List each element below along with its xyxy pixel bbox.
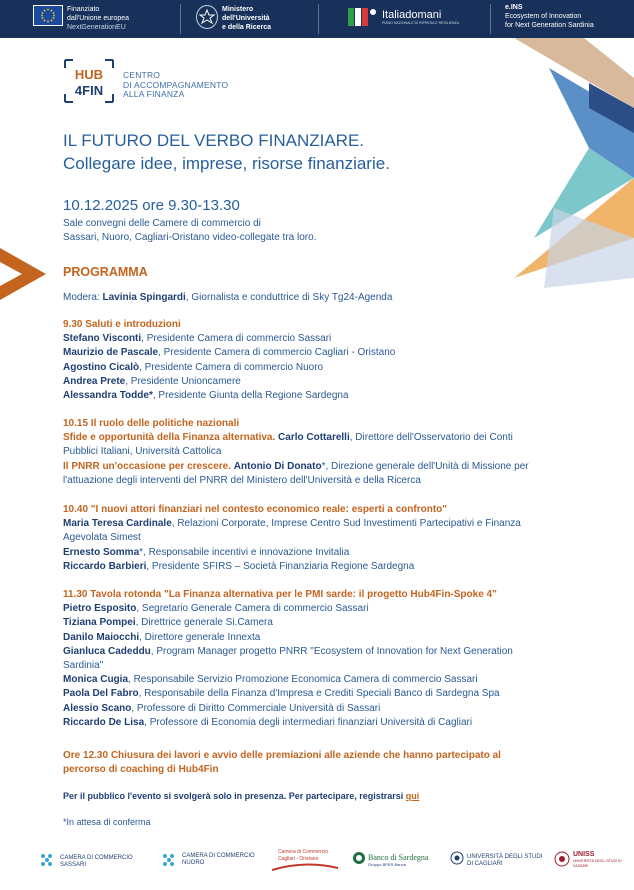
moderator-prefix: Modera: — [63, 292, 103, 303]
divider — [180, 4, 181, 34]
speaker-name: Gianluca Cadeddu — [63, 645, 151, 657]
program-heading: PROGRAMMA — [63, 265, 148, 279]
speaker-name: Paola Del Fabro — [63, 688, 139, 700]
session-heading: 11.30 Tavola rotonda "La Finanza alternativa per le PMI sarde: il progetto Hub4Fin-Spoke 4" — [63, 589, 497, 600]
speaker-name: Alessandra Todde* — [63, 390, 153, 402]
eins-line1: e.INS — [505, 4, 523, 11]
ministry-line1: Ministero — [222, 6, 254, 13]
speaker-row — [63, 517, 623, 531]
cc-sassari-line2: SASSARI — [60, 862, 87, 868]
speaker-row — [63, 346, 623, 360]
speaker-name: Monica Cugia — [63, 674, 129, 686]
eins-line2: Ecosystem of Innovation — [505, 13, 582, 20]
speaker-row — [63, 602, 623, 616]
hub-text-line3: ALLA FINANZA — [123, 89, 185, 99]
speaker-row — [63, 687, 623, 701]
speaker-name: Alessio Scano — [63, 702, 132, 714]
speaker-row — [63, 616, 623, 630]
speaker-role-cont: Agevolata Simest — [63, 532, 141, 544]
talk-title: Il PNRR un'occasione per crescere. — [63, 460, 232, 472]
speaker-role: , Direttore generale Innexta — [139, 631, 261, 643]
speaker-row — [63, 716, 623, 730]
ministry-line2: dell'Università — [222, 15, 270, 22]
speaker-role: *, Responsabile incentivi e innovazione Invitalia — [139, 546, 350, 558]
speaker-row — [63, 645, 623, 659]
venue-line2: Sassari, Nuoro, Cagliari-Oristano video-collegate tra loro. — [63, 232, 317, 243]
speaker-name: Ernesto Somma — [63, 546, 140, 558]
speaker-row — [63, 389, 623, 403]
session-national-policies — [63, 417, 623, 488]
bank-emblem-icon — [352, 851, 366, 865]
speaker-name: Danilo Maiocchi — [63, 631, 140, 643]
moderator-name: Lavinia Spingardi — [102, 292, 186, 303]
banco-line2: Gruppo BPER Banca — [368, 862, 406, 867]
speaker-name: Pietro Esposito — [63, 603, 137, 615]
speaker-role: , Segretario Generale Camera di commercio Sassari — [136, 603, 369, 615]
uniss-line1: UNISS — [573, 851, 595, 858]
banco-sardegna-logo — [352, 849, 442, 873]
venue-line1: Sale convegni delle Camere di commercio di — [63, 218, 261, 229]
cc-nuoro-line2: NUORO — [182, 860, 205, 866]
cc-cagliari-line1: Camera di Commercio — [278, 849, 329, 855]
hub-text-line2: DI ACCOMPAGNAMENTO — [123, 79, 229, 90]
italian-emblem-icon — [196, 5, 218, 29]
session-heading: 9.30 Saluti e introduzioni — [63, 319, 181, 330]
cc-cagliari-logo — [270, 849, 345, 873]
speaker-name: Antonio Di Donato — [233, 460, 322, 472]
chamber-commerce-icon — [38, 851, 56, 869]
eu-funding-text — [67, 5, 129, 37]
cc-nuoro-line1: CAMERA DI COMMERCIO — [182, 853, 255, 859]
uniss-line2: UNIVERSITÀ DEGLI STUDI DI SASSARI — [573, 859, 622, 868]
eu-line1: Finanziato — [67, 6, 100, 13]
moderator-role: , Giornalista e conduttrice di Sky Tg24-Agenda — [185, 292, 393, 303]
speaker-role: , Presidente Camera di commercio Sassari — [141, 333, 332, 345]
speaker-role: , Professore di Diritto Commerciale Università di Sassari — [131, 702, 381, 714]
speaker-row — [63, 332, 623, 346]
speaker-name: Andrea Prete — [63, 375, 126, 387]
cc-sassari-logo — [38, 849, 148, 873]
speaker-row — [63, 460, 623, 474]
speaker-role: , Presidente Giunta della Regione Sardegna — [152, 390, 349, 402]
speaker-name: Tiziana Pompei — [63, 617, 136, 629]
closing-line2: percorso di coaching di Hub4Fin — [63, 764, 219, 776]
speaker-row — [63, 659, 623, 673]
university-seal-icon — [450, 851, 464, 865]
session-heading: 10.40 "I nuovi attori finanziari nel contesto economico reale: esperti a confronto" — [63, 504, 448, 515]
speaker-role: , Presidente Camera di commercio Cagliari - Oristano — [158, 347, 396, 359]
speaker-role: , Professore di Economia degli intermediari finanziari Università di Cagliari — [144, 716, 473, 728]
eu-line3: NextGenerationEU — [67, 24, 126, 31]
speaker-role: , Program Manager progetto PNRR "Ecosystem of Innovation for Next Generation — [150, 645, 513, 657]
speaker-role: , Direttore dell'Osservatorio dei Conti — [349, 432, 513, 444]
speaker-role-cont: l'attuazione degli interventi del PNRR del Ministero dell'Università e della Ricerca — [63, 474, 421, 486]
speaker-row — [63, 631, 623, 645]
italiadomani-logo-icon — [345, 4, 379, 30]
decorative-chevrons — [494, 38, 634, 298]
session-financial-actors — [63, 503, 623, 574]
page-title: IL FUTURO DEL VERBO FINANZIARE. — [63, 131, 365, 150]
speaker-row — [63, 375, 623, 389]
session-heading: 10.15 Il ruolo delle politiche nazionali — [63, 418, 240, 429]
chevron-right-icon — [0, 248, 46, 300]
ministry-text — [222, 5, 271, 37]
talk-title: Sfide e opportunità della Finanza alternativa. — [63, 432, 276, 444]
italiadomani-name: Italiadomani — [382, 9, 442, 21]
speaker-role: , Responsabile della Finanza d'Impresa e Crediti Speciali Banco di Sardegna Spa — [138, 688, 500, 700]
speaker-role: , Presidente Camera di commercio Nuoro — [139, 361, 324, 373]
italiadomani-text — [382, 9, 459, 41]
speaker-role: *, Direzione generale dell'Unità di Missione per — [321, 460, 529, 472]
ministry-line3: e della Ricerca — [222, 24, 272, 31]
hub-logo-line2: 4FIN — [74, 83, 104, 98]
speaker-name: Carlo Cottarelli — [278, 432, 350, 444]
unica-line2: DI CAGLIARI — [467, 861, 503, 867]
speaker-row — [63, 361, 623, 375]
session-round-table — [63, 588, 623, 730]
italiadomani-tagline: PIANO NAZIONALE DI RIPRESA E RESILIENZA — [382, 21, 460, 25]
top-banner — [0, 0, 634, 38]
speaker-role-cont: Pubblici Italiani, Università Cattolica — [63, 446, 222, 458]
page-subtitle: Collegare idee, imprese, risorse finanziarie. — [63, 154, 390, 173]
moderator-line — [63, 291, 623, 305]
speaker-role: Sardinia" — [63, 660, 104, 672]
speaker-name: Riccardo Barbieri — [63, 560, 147, 572]
banco-line1: Banco di Sardegna — [368, 853, 429, 862]
eins-text — [505, 3, 594, 35]
hub-text-line1: CENTRO — [123, 70, 161, 80]
speaker-role: , Presidente SFIRS – Società Finanziaria Regione Sardegna — [146, 560, 415, 572]
speaker-role: , Presidente Unioncamere — [125, 375, 241, 387]
speaker-name: Maria Teresa Cardinale — [63, 518, 172, 530]
speaker-role: , Direttrice generale Si.Camera — [135, 617, 273, 629]
closing-line1: Ore 12.30 Chiusura dei lavori e avvio delle premiazioni alle aziende che hanno partecipato al — [63, 750, 501, 761]
hub4fin-logo-icon — [63, 58, 115, 104]
divider — [490, 4, 491, 34]
speaker-row — [63, 431, 623, 445]
registration-text — [63, 791, 419, 801]
speaker-row — [63, 673, 623, 687]
footnote: *In attesa di conferma — [63, 817, 151, 827]
session-welcome — [63, 318, 623, 403]
uniss-logo — [554, 849, 634, 873]
eu-line2: dall'Unione europea — [67, 15, 130, 22]
swoosh-icon — [270, 862, 340, 872]
speaker-role: , Responsabile Servizio Promozione Economica Camera di commercio Sassari — [128, 674, 478, 686]
speaker-name: Stefano Visconti — [63, 333, 142, 345]
closing-note — [63, 749, 623, 777]
eins-line3: for Next Generation Sardinia — [505, 22, 594, 29]
unica-line1: UNIVERSITÀ DEGLI STUDI — [467, 854, 543, 860]
event-venue — [63, 217, 316, 245]
chamber-commerce-icon — [160, 851, 178, 869]
divider — [318, 4, 319, 34]
registration-label: Per il pubblico l'evento si svolgerà solo in presenza. Per partecipare, registrarsi — [63, 791, 406, 801]
registration-link[interactable]: qui — [405, 791, 420, 801]
cc-nuoro-logo — [160, 849, 260, 873]
eu-flag-icon — [33, 5, 63, 26]
speaker-name: Agostino Cicalò — [63, 361, 140, 373]
speaker-role: , Relazioni Corporate, Imprese Centro Sud Investimenti Partecipativi e Finanza — [171, 518, 521, 530]
unica-logo — [450, 849, 545, 873]
speaker-row — [63, 560, 623, 574]
speaker-name: Maurizio de Pascale — [63, 347, 159, 359]
cc-sassari-line1: CAMERA DI COMMERCIO — [60, 855, 133, 861]
speaker-row — [63, 702, 623, 716]
event-datetime: 10.12.2025 ore 9.30-13.30 — [63, 197, 240, 214]
speaker-name: Riccardo De Lisa — [63, 716, 145, 728]
speaker-row — [63, 546, 623, 560]
uniss-seal-icon — [554, 851, 570, 867]
hub-logo-line1: HUB — [74, 67, 104, 82]
hub4fin-tagline — [123, 71, 228, 100]
cc-cagliari-line2: Cagliari - Oristano — [278, 856, 319, 862]
